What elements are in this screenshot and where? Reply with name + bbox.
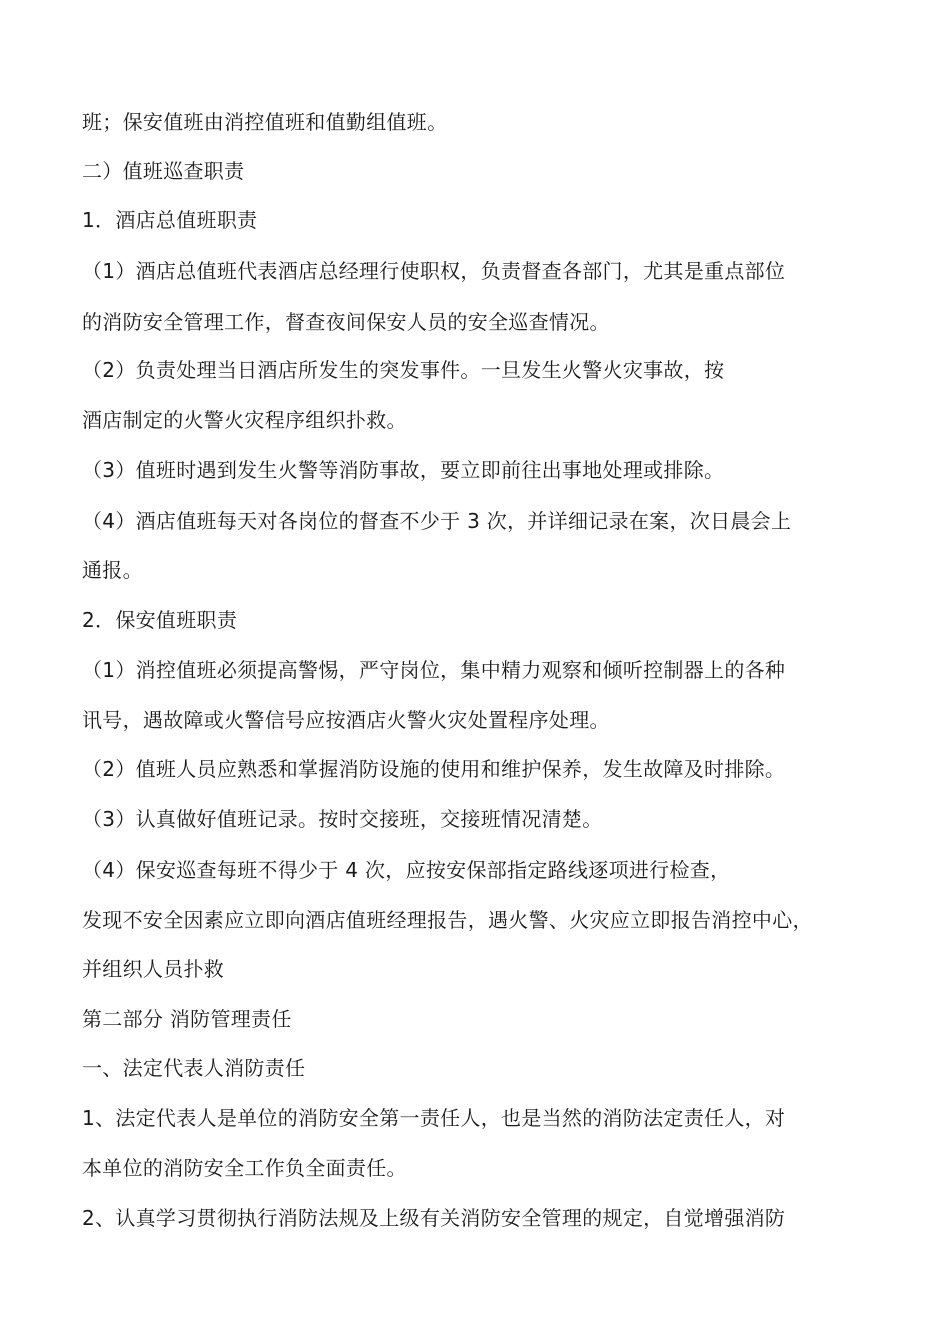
section-heading-legal-representative: 一、法定代表人消防责任	[82, 1056, 306, 1080]
subheading-hotel-duty: 1．酒店总值班职责	[82, 208, 258, 232]
text-line-13: 讯号，遇故障或火警信号应按酒店火警火灾处置程序处理。	[82, 708, 610, 732]
text-line-7: 酒店制定的火警火灾程序组织扑救。	[82, 408, 407, 432]
text-line-10: 通报。	[82, 558, 143, 582]
part-heading-fire-management: 第二部分 消防管理责任	[82, 1007, 292, 1031]
text-line-5: 的消防安全管理工作，督查夜间保安人员的安全巡查情况。	[82, 310, 610, 334]
text-line-4: （1）酒店总值班代表酒店总经理行使职权，负责督查各部门，尤其是重点部位	[82, 259, 786, 283]
text-line-14: （2）值班人员应熟悉和掌握消防设施的使用和维护保养，发生故障及时排除。	[82, 757, 786, 781]
text-line-18: 并组织人员扑救	[82, 957, 225, 981]
text-line-23: 2、认真学习贯彻执行消防法规及上级有关消防安全管理的规定，自觉增强消防	[82, 1206, 786, 1230]
text-line-17: 发现不安全因素应立即向酒店值班经理报告，遇火警、火灾应立即报告消控中心，	[82, 908, 813, 932]
text-line-1: 班；保安值班由消控值班和值勤组值班。	[82, 110, 448, 134]
text-line-8: （3）值班时遇到发生火警等消防事故，要立即前往出事地处理或排除。	[82, 458, 725, 482]
text-line-15: （3）认真做好值班记录。按时交接班，交接班情况清楚。	[82, 807, 603, 831]
text-line-9: （4）酒店值班每天对各岗位的督查不少于 3 次，并详细记录在案，次日晨会上	[82, 509, 792, 533]
text-line-6: （2）负责处理当日酒店所发生的突发事件。一旦发生火警火灾事故，按	[82, 358, 725, 382]
text-line-21: 1、法定代表人是单位的消防安全第一责任人，也是当然的消防法定责任人，对	[82, 1106, 786, 1130]
text-line-16: （4）保安巡查每班不得少于 4 次，应按安保部指定路线逐项进行检查，	[82, 858, 731, 882]
subheading-security-duty: 2．保安值班职责	[82, 608, 238, 632]
text-line-12: （1）消控值班必须提高警惕，严守岗位，集中精力观察和倾听控制器上的各种	[82, 658, 786, 682]
text-line-22: 本单位的消防安全工作负全面责任。	[82, 1156, 407, 1180]
section-heading-duty-patrol: 二）值班巡查职责	[82, 159, 245, 183]
